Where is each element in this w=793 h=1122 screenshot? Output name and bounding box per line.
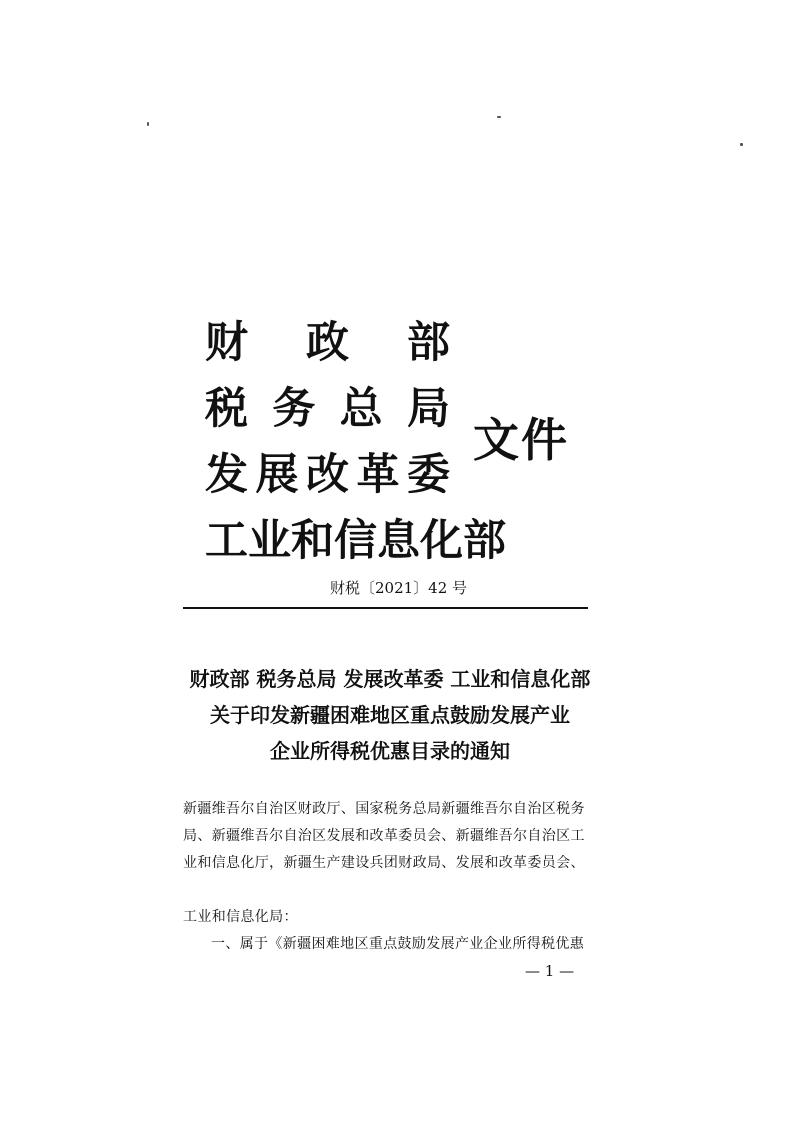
issuer-char: 化 [420, 516, 463, 566]
document-type-label: 文件 [473, 413, 569, 467]
issuer-tax-administration [205, 383, 450, 435]
body-line: 业和信息化厅，新疆生产建设兵团财政局、发展和改革委员会、 [183, 855, 585, 871]
issuer-char: 工 [205, 516, 248, 566]
issuer-char: 政 [306, 318, 349, 368]
issuer-char: 息 [377, 516, 420, 566]
issuer-char: 信 [334, 516, 377, 566]
body-line: 工业和信息化局： [183, 909, 298, 925]
title-line-2: 关于印发新疆困难地区重点鼓励发展产业 [210, 703, 570, 727]
title-line-3: 企业所得税优惠目录的通知 [270, 739, 510, 763]
scan-speck [740, 143, 743, 146]
issuer-ministry-of-finance [205, 317, 450, 369]
issuer-char: 总 [339, 384, 383, 434]
header-divider [183, 607, 588, 609]
issuer-char: 部 [463, 516, 506, 566]
issuer-char: 和 [291, 516, 334, 566]
issuer-char: 部 [407, 318, 450, 368]
body-paragraph-1: 一、属于《新疆困难地区重点鼓励发展产业企业所得税优惠 [211, 936, 585, 952]
issuer-development-reform-commission [205, 449, 450, 501]
issuer-char: 改 [306, 450, 349, 500]
title-line-1: 财政部 税务总局 发展改革委 工业和信息化部 [189, 667, 591, 691]
issuer-char: 革 [356, 450, 400, 500]
page-number: — 1 — [525, 962, 575, 980]
issuer-char: 税 [205, 384, 248, 434]
issuer-char: 局 [406, 384, 450, 434]
issuer-ministry-of-industry [205, 515, 506, 567]
scan-speck [497, 116, 501, 118]
issuer-char: 财 [205, 318, 248, 368]
body-line: 新疆维吾尔自治区财政厅、国家税务总局新疆维吾尔自治区税务 [183, 801, 585, 817]
issuer-char: 发 [205, 450, 248, 500]
scan-speck [147, 122, 149, 126]
issuer-char: 业 [248, 516, 291, 566]
issuer-char: 委 [407, 450, 450, 500]
body-line: 局、新疆维吾尔自治区发展和改革委员会、新疆维吾尔自治区工 [183, 828, 585, 844]
issuer-char: 务 [272, 384, 316, 434]
issuer-char: 展 [255, 450, 299, 500]
document-number: 财税〔2021〕42 号 [330, 579, 468, 597]
